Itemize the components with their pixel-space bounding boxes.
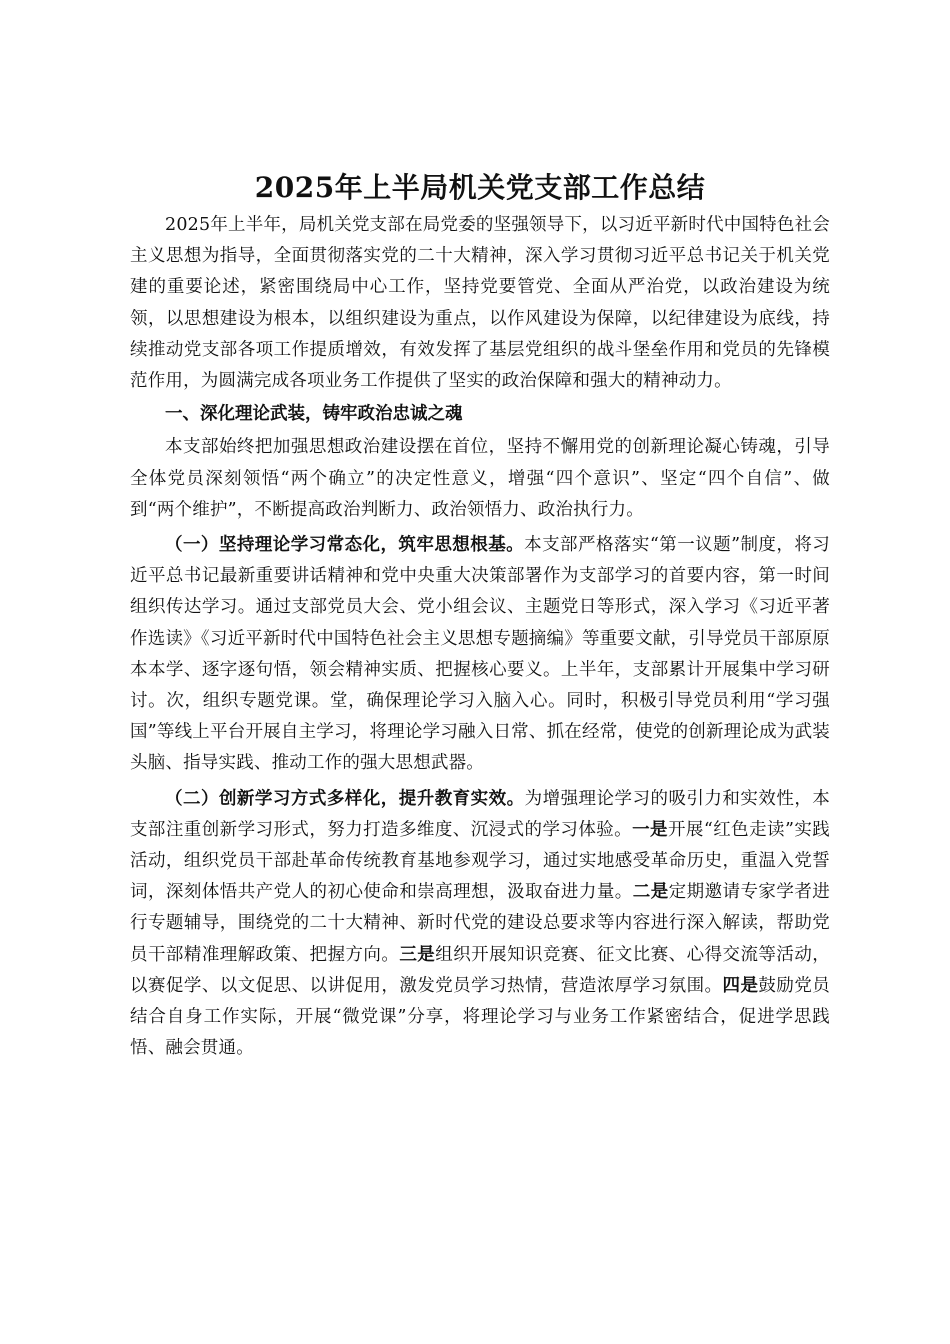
item1-body: 本支部严格落实“第一议题”制度，将习近平总书记最新重要讲话精神和党中央重大决策部署作为支部学习的首要内容，第一时间组织传达学习。通过支部党员大会、党小组会议、主题党日等形式，深入学习《习近平著作选读》《习近平新时代中国特色社会主义思想专题摘编》等重要文献，引导党员干部原原本本学、逐字逐句悟，领会精神实质、把握核心要义。上半年，支部累计开展集中学习研讨。次，组织专题党课。堂，确保理论学习入脑入心。同时，积极引导党员利用“学习强国”等线上平台开展自主学习，将理论学习融入日常、抓在经常，使党的创新理论成为武装头脑、指导实践、推动工作的强大思想武器。 <box>130 535 830 774</box>
item2-text-3: 定期邀请专家学者进行专题辅导，围绕党的二十大精神、新时代党的建设总要求等内容进行深入解读，帮助党员干部精准理解政策、把握方向。 <box>130 882 830 965</box>
item1-lead: （一）坚持理论学习常态化，筑牢思想根基。 <box>165 535 525 556</box>
document-title: 2025年上半局机关党支部工作总结 <box>254 171 706 204</box>
item2-text-5: 鼓励党员结合自身工作实际，开展“微党课”分享，将理论学习与业务工作紧密结合，促进学思践悟、融会贯通。 <box>130 975 830 1059</box>
item2-text-1: 为增强理论学习的吸引力和实效性，本支部注重创新学习形式，努力打造多维度、沉浸式的学习体验。 <box>130 788 830 840</box>
item2-label-4: 四是 <box>722 975 759 996</box>
item2-label-1: 一是 <box>632 819 668 840</box>
item2-text-4: 组织开展知识竞赛、征文比赛、心得交流等活动，以赛促学、以文促思、以讲促用，激发党员学习热情，营造浓厚学习氛围。 <box>130 944 831 996</box>
section-heading-1: 一、深化理论武装，铸牢政治忠诚之魂 <box>165 404 463 425</box>
intro-paragraph: 2025年上半年，局机关党支部在局党委的坚强领导下，以习近平新时代中国特色社会主义思想为指导，全面贯彻落实党的二十大精神，深入学习贯彻习近平总书记关于机关党建的重要论述，紧密围绕局中心工作，坚持党要管党、全面从严治党，以政治建设为统领，以思想建设为根本，以组织建设为重点，以作风建设为保障，以纪律建设为底线，持续推动党支部各项工作提质增效，有效发挥了基层党组织的战斗堡垒作用和党员的先锋模范作用，为圆满完成各项业务工作提供了坚实的政治保障和强大的精神动力。 <box>130 215 830 392</box>
item2-label-3: 三是 <box>399 944 436 965</box>
section1-paragraph: 本支部始终把加强思想政治建设摆在首位，坚持不懈用党的创新理论凝心铸魂，引导全体党员深刻领悟“两个确立”的决定性意义，增强“四个意识”、坚定“四个自信”、做到“两个维护”，不断提高政治判断力、政治领悟力、政治执行力。 <box>130 437 830 520</box>
item2-lead: （二）创新学习方式多样化，提升教育实效。 <box>165 788 525 809</box>
item2-paragraph <box>130 784 830 1065</box>
item2-label-2: 二是 <box>632 882 669 903</box>
item2-text-2: 开展“红色走读”实践活动，组织党员干部赴革命传统教育基地参观学习，通过实地感受革命历史，重温入党誓词，深刻体悟共产党人的初心使命和崇高理想，汲取奋进力量。 <box>130 819 830 903</box>
document-body <box>130 168 830 1064</box>
item1-paragraph <box>130 530 830 780</box>
